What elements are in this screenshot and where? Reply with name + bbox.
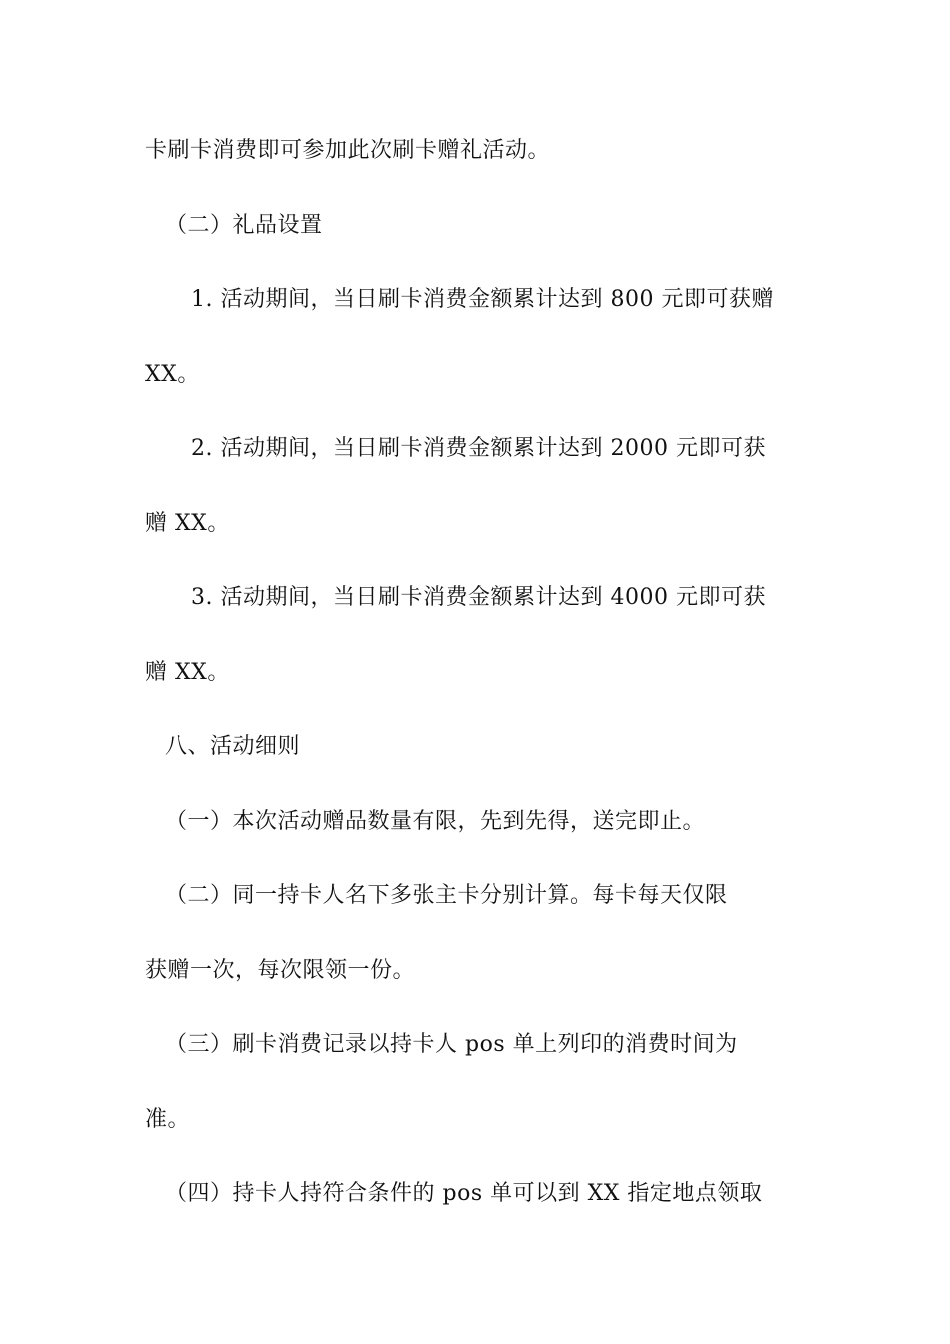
paragraph-line: 获赠一次，每次限领一份。 <box>145 957 416 983</box>
paragraph-line: （一）本次活动赠品数量有限，先到先得，送完即止。 <box>165 808 706 834</box>
document-body <box>145 128 810 1246</box>
list-item: 2. 活动期间，当日刷卡消费金额累计达到 2000 元即可获 <box>191 436 766 461</box>
paragraph-line: （四）持卡人持符合条件的 pos 单可以到 XX 指定地点领取 <box>165 1181 763 1206</box>
paragraph-line: 卡刷卡消费即可参加此次刷卡赠礼活动。 <box>145 138 551 163</box>
list-item: 1. 活动期间，当日刷卡消费金额累计达到 800 元即可获赠 <box>191 287 774 312</box>
section-heading: 八、活动细则 <box>165 734 301 759</box>
list-item: 3. 活动期间，当日刷卡消费金额累计达到 4000 元即可获 <box>191 585 766 610</box>
paragraph-line: XX。 <box>145 361 200 387</box>
paragraph-line: 准。 <box>145 1106 191 1132</box>
paragraph-line: 赠 XX。 <box>145 659 230 685</box>
section-heading: （二）礼品设置 <box>165 212 323 238</box>
paragraph-line: 赠 XX。 <box>145 510 230 536</box>
paragraph-line: （二）同一持卡人名下多张主卡分别计算。每卡每天仅限 <box>165 883 728 908</box>
paragraph-line: （三）刷卡消费记录以持卡人 pos 单上列印的消费时间为 <box>165 1032 738 1057</box>
